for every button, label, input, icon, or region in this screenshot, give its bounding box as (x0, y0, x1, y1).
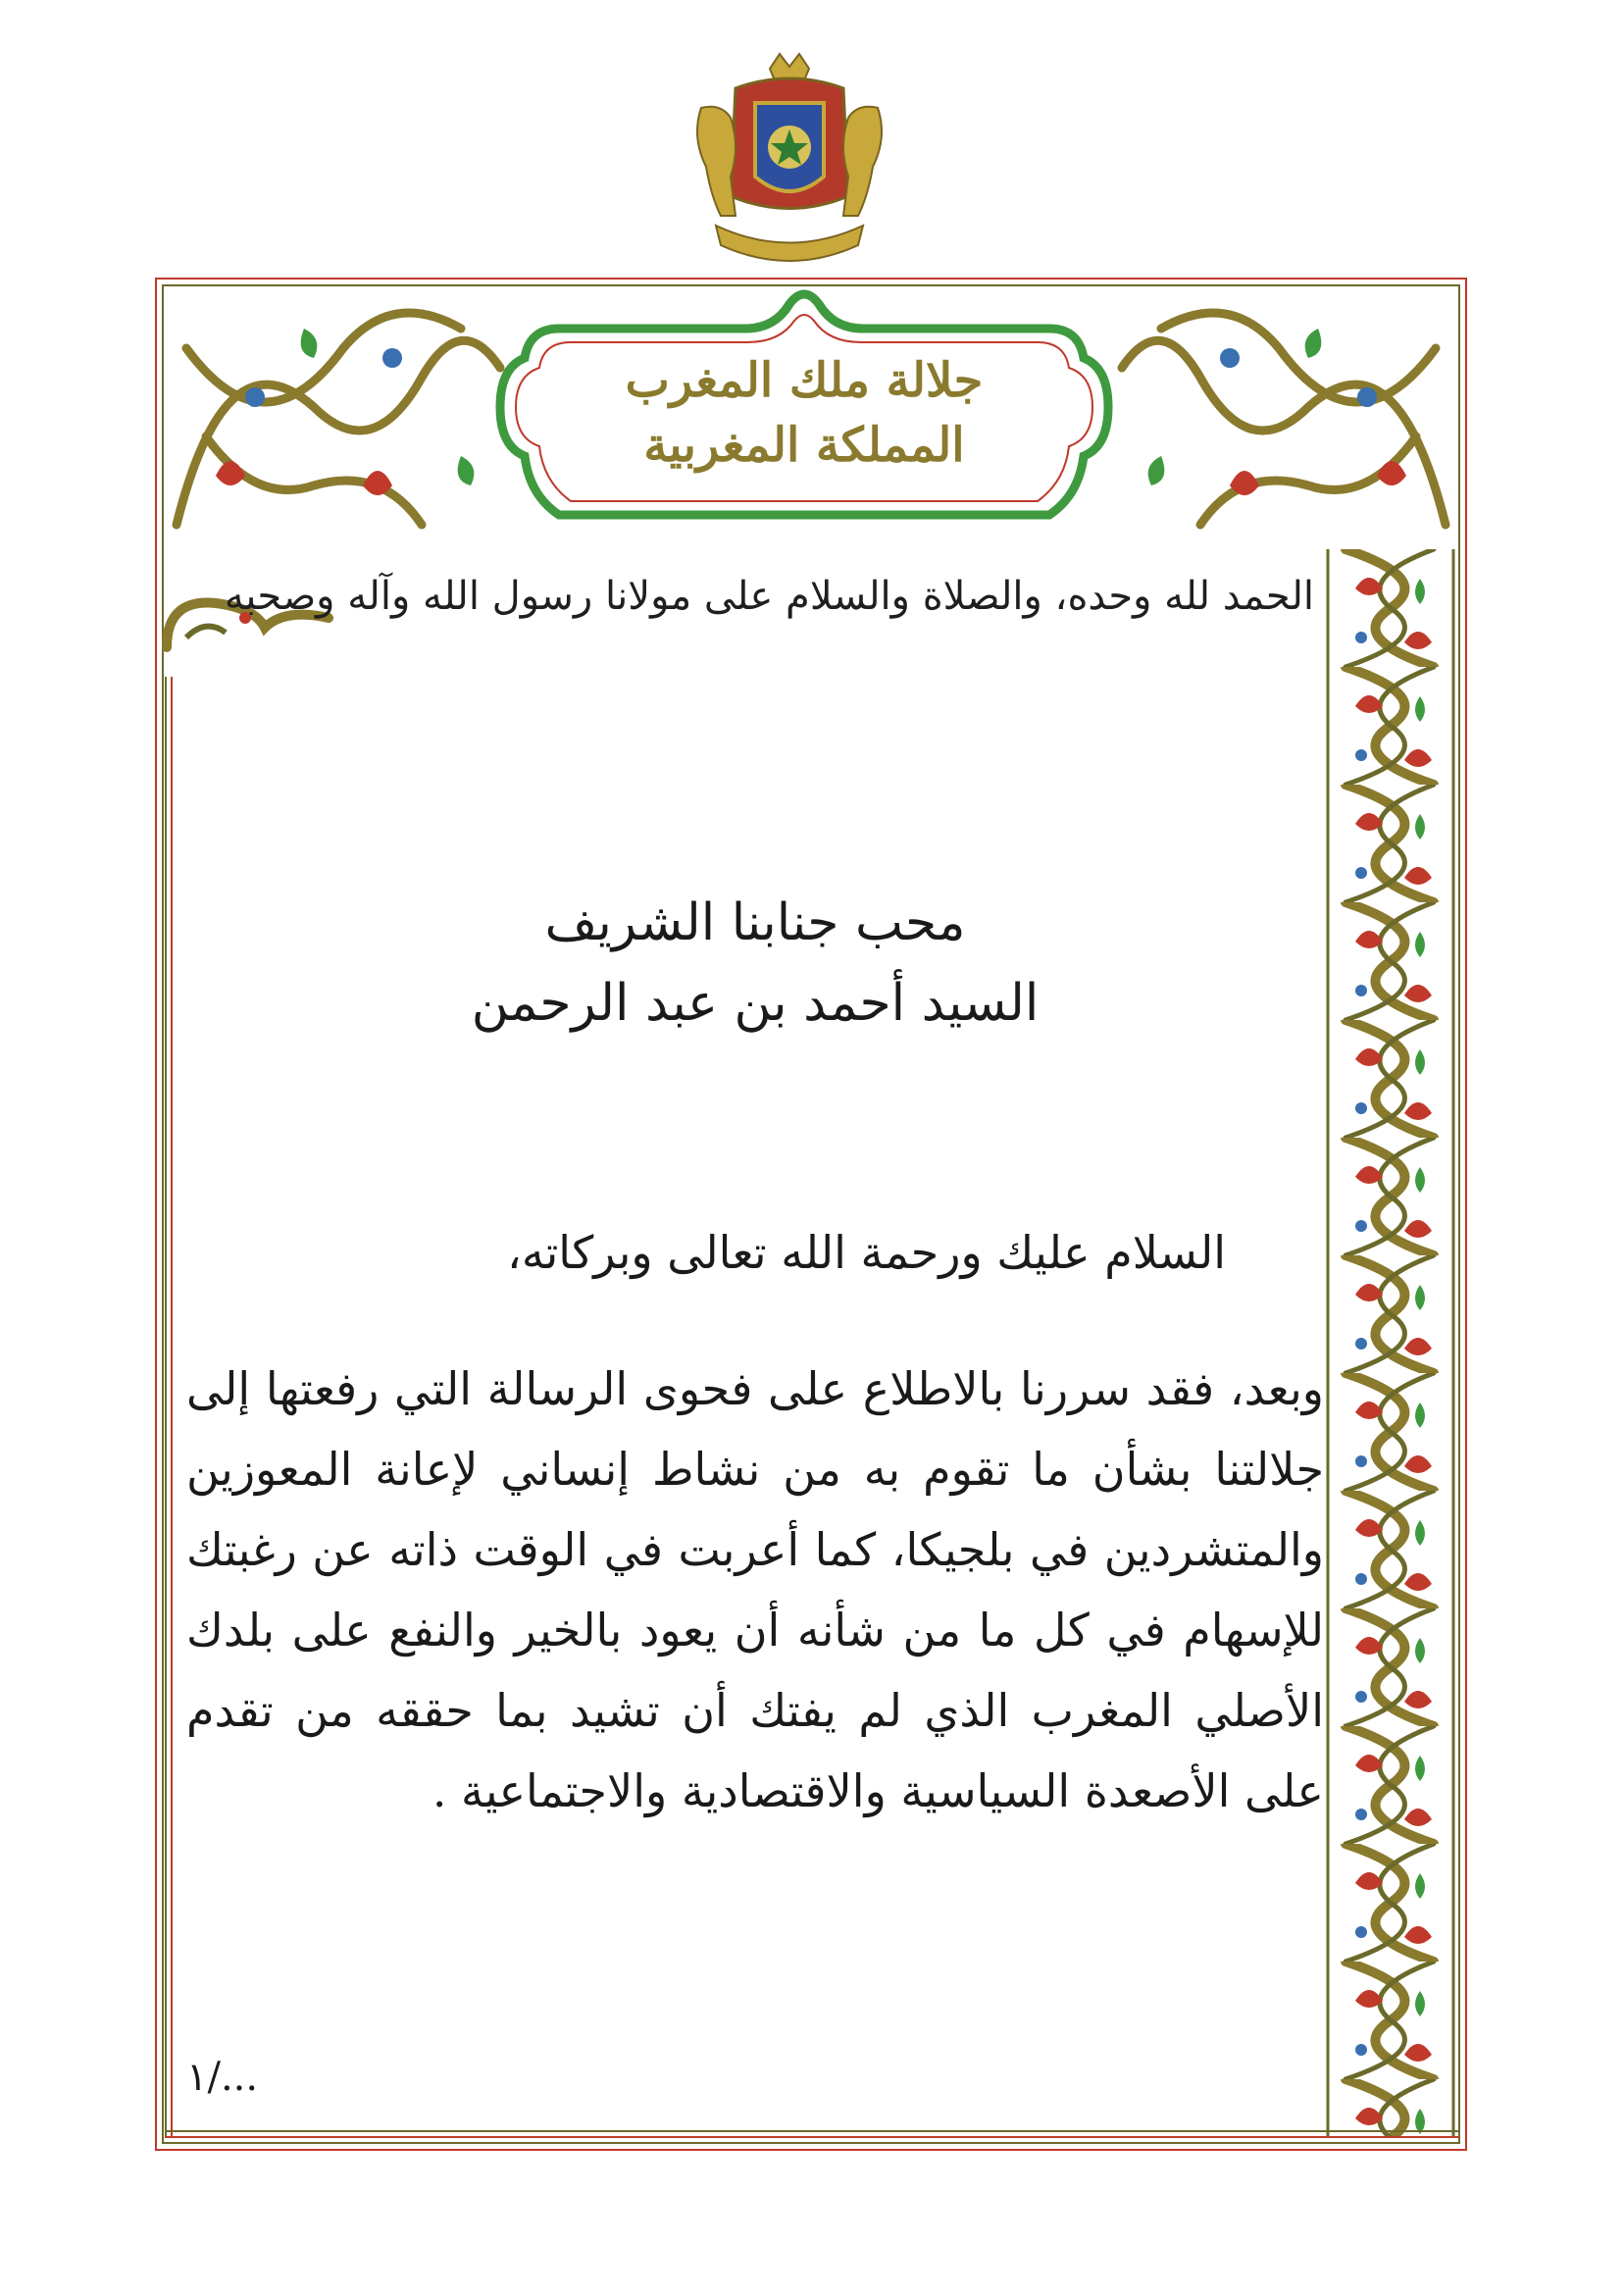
page-number: ١/... (186, 2055, 259, 2100)
addressee-line-1: محب جنابنا الشريف (544, 893, 966, 952)
right-arabesque-border (1326, 549, 1455, 2138)
doxology-line: الحمد لله وحده، والصلاة والسلام على مولانا رسول الله وآله وصحبه (224, 574, 1314, 619)
bottom-frame-line (165, 2130, 1459, 2138)
addressee-line-2: السيد أحمد بن عبد الرحمن (471, 974, 1040, 1033)
greeting-line: السلام عليك ورحمة الله تعالى وبركاته، (507, 1226, 1226, 1279)
inner-frame (162, 284, 1460, 2144)
left-frame-line (165, 677, 173, 2138)
addressee-block (353, 883, 1157, 1044)
coat-of-arms-icon (677, 49, 902, 284)
letter-body: وبعد، فقد سررنا بالاطلاع على فحوى الرسالة التي رفعتها إلى جلالتنا بشأن ما تقوم به من نشاط إنساني لإعانة المعوزين والمتشردين في بلجيكا، كما أعربت في الوقت ذاته عن رغبتك للإسهام في كل ما من شأنه أن يعود بالخير والنفع على بلدك الأصلي المغرب الذي لم يفتك أن تشيد بما حققه من تقدم على الأصعدة السياسية والاقتصادية والاجتماعية . (186, 1362, 1324, 1817)
title-line-2: المملكة المغربية (643, 418, 965, 473)
title-line-1: جلالة ملك المغرب (625, 353, 984, 408)
header-title (530, 348, 1079, 478)
